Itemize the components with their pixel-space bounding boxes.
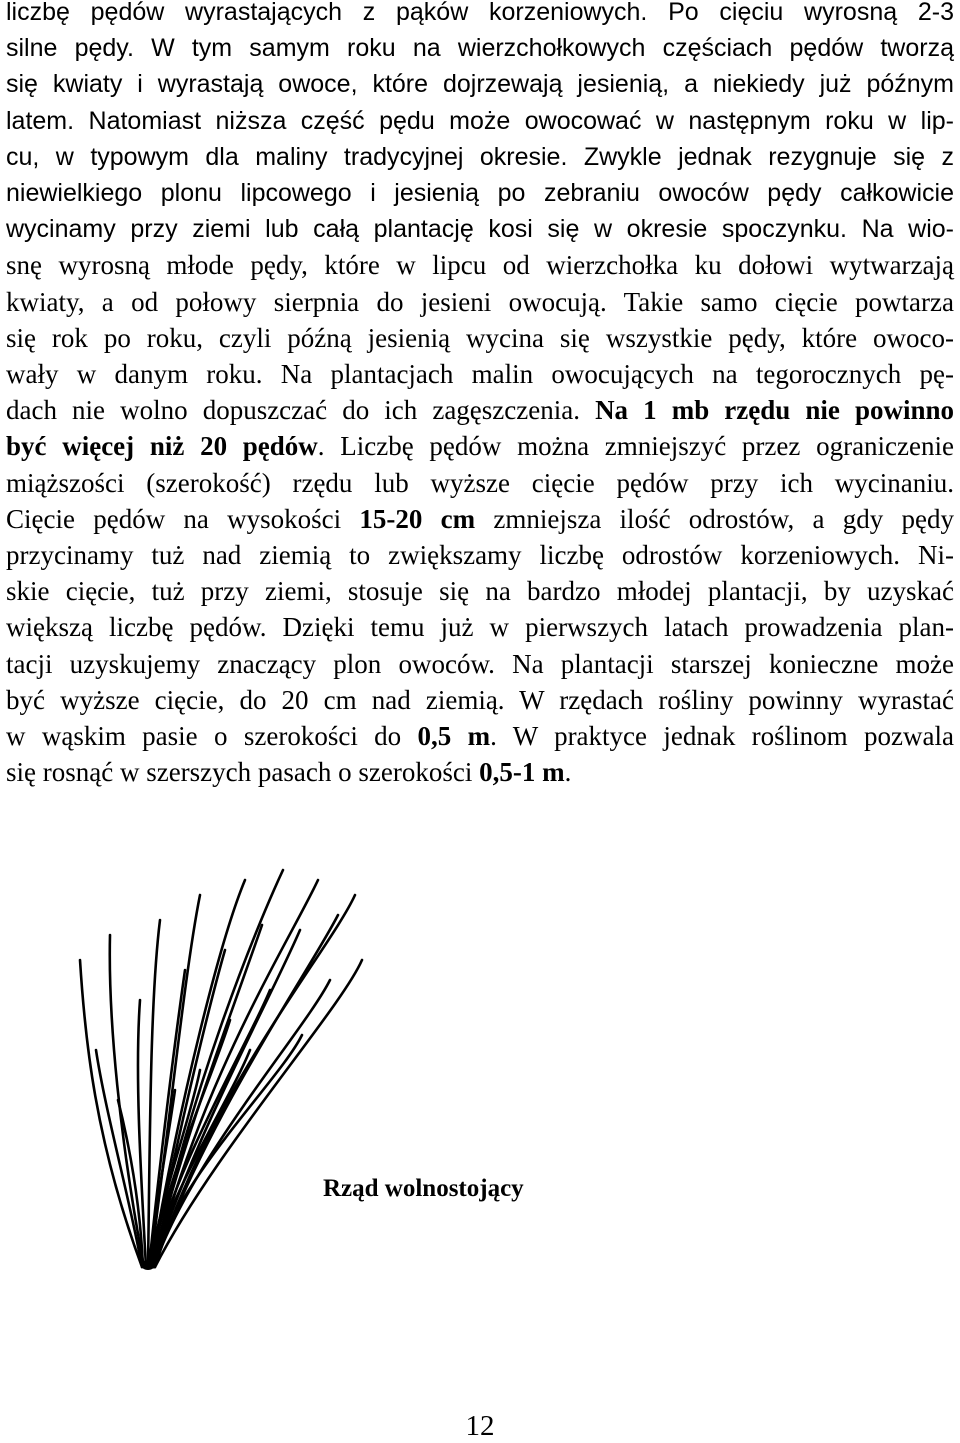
- text-line: [6, 0, 954, 30]
- text-run: wały w danym roku. Na plantacjach malin owocujących na tegorocznych pę-: [6, 359, 954, 389]
- text-run: się rok po roku, czyli późną jesienią wycina się wszystkie pędy, które owoco-: [6, 322, 954, 353]
- text-run: silne pędy. W tym samym roku na wierzchołkowych częściach pędów tworzą: [6, 34, 954, 63]
- text-run: dach nie wolno dopuszczać do ich zagęszczenia.: [6, 395, 596, 426]
- bold-text: być więcej niż 20 pędów: [6, 431, 318, 462]
- text-run: wycinamy przy ziemi lub całą plantację kosi się w okresie spoczynku. Na wio-: [6, 215, 954, 244]
- text-line: [6, 356, 954, 392]
- text-run: niewielkiego plonu lipcowego i jesienią po zebraniu owoców pędy całkowicie: [6, 179, 954, 207]
- text-run: w wąskim pasie o szerokości do: [6, 721, 418, 751]
- text-line: [6, 320, 954, 356]
- bold-text: 0,5-1 m: [479, 757, 565, 788]
- text-run: latem. Natomiast niższa część pędu może owocować w następnym roku w lip-: [6, 106, 954, 135]
- raspberry-row-illustration: [0, 840, 960, 1290]
- text-line: [6, 646, 954, 682]
- cane-stroke: [96, 1050, 142, 1267]
- text-run: liczbę pędów wyrastających z pąków korzeniowych. Po cięciu wyrosną 2-3: [6, 0, 954, 26]
- cane-stroke: [155, 960, 362, 1267]
- text-line: [6, 66, 954, 102]
- text-line: [6, 465, 954, 501]
- text-line: [6, 284, 954, 320]
- text-run: snę wyrosną młode pędy, które w lipcu od wierzchołka ku dołowi wytwarzają: [6, 250, 954, 281]
- text-run: cu, w typowym dla maliny tradycyjnej okresie. Zwykle jednak rezygnuje się z: [6, 142, 954, 171]
- text-line: [6, 103, 954, 139]
- text-run: . Liczbę pędów można zmniejszyć przez ograniczenie: [317, 431, 954, 462]
- text-run: . W praktyce jednak roślinom pozwala: [490, 721, 954, 751]
- text-run: tacji uzyskujemy znaczący plon owoców. Na plantacji starszej konieczne może: [6, 648, 954, 679]
- text-run: zmniejsza ilość odrostów, a gdy pędy: [475, 503, 954, 534]
- text-run: Cięcie pędów na wysokości: [6, 503, 360, 534]
- text-line: [6, 754, 954, 790]
- text-line: [6, 501, 954, 537]
- text-run: skie cięcie, tuż przy ziemi, stosuje się na bardzo młodej plantacji, by uzyskać: [6, 576, 954, 607]
- text-line: [6, 392, 954, 428]
- text-run: przycinamy tuż nad ziemią to zwiększamy liczbę odrostów korzeniowych. Ni-: [6, 540, 954, 570]
- text-line: [6, 30, 954, 66]
- cane-base: [141, 1260, 155, 1270]
- text-run: miąższości (szerokość) rzędu lub wyższe cięcie pędów przy ich wycinaniu.: [6, 467, 954, 498]
- cane-stroke: [155, 895, 355, 1267]
- bold-text: Na 1 mb rzędu nie powinno: [595, 395, 954, 426]
- text-run: .: [564, 757, 572, 788]
- bold-text: 0,5 m: [417, 721, 491, 751]
- text-line: [6, 139, 954, 175]
- bold-text: 15-20 cm: [359, 503, 476, 534]
- text-line: [6, 428, 954, 464]
- text-line: [6, 682, 954, 718]
- text-line: [6, 211, 954, 247]
- text-line: [6, 175, 954, 211]
- text-line: [6, 247, 954, 283]
- text-run: większą liczbę pędów. Dzięki temu już w pierwszych latach prowadzenia plan-: [6, 612, 954, 643]
- text-run: być wyższe cięcie, do 20 cm nad ziemią. W rzędach rośliny powinny wyrastać: [6, 684, 954, 715]
- text-line: [6, 718, 954, 754]
- text-line: [6, 537, 954, 573]
- text-run: się kwiaty i wyrastają owoce, które dojrzewają jesienią, a niekiedy już późnym: [6, 70, 954, 99]
- text-run: kwiaty, a od połowy sierpnia do jesieni owocują. Takie samo cięcie powtarza: [6, 286, 954, 317]
- text-run: się rosnąć w szerszych pasach o szerokości: [6, 757, 480, 788]
- text-line: [6, 573, 954, 609]
- figure-caption: Rząd wolnostojący: [323, 1175, 524, 1202]
- text-line: [6, 609, 954, 645]
- page-number: 12: [465, 1410, 495, 1442]
